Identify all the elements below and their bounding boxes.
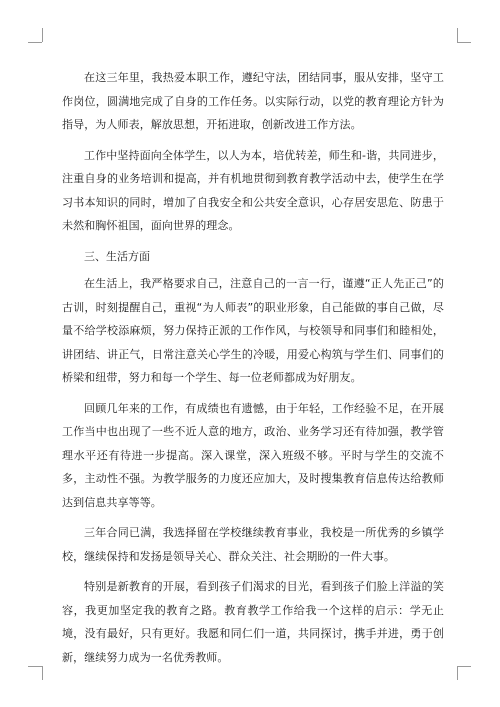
paragraph-student-focus: 工作中坚持面向全体学生，以人为本，培优转差，师生和-谐，共同进步，注重自身的业务培训和提高，并有机地贯彻到教育教学活动中去，使学生在学习书本知识的同时，增加了自我安全和公共安全意识，心存居安思危、防患于未然和胸怀祖国，面向世界的理念。: [62, 148, 444, 232]
paragraph-contract: 三年合同已满，我选择留在学校继续教育事业，我校是一所优秀的乡镇学校，继续保持和发扬是领导关心、群众关注、社会期盼的一件大事。: [62, 526, 444, 563]
document-body: [62, 66, 444, 676]
paragraph-new-education: 特别是新教育的开展，看到孩子们渴求的目光，看到孩子们脸上洋溢的笑容，我更加坚定我的教育之路。教育教学工作给我一个这样的启示：学无止境，没有最好，只有更好。我愿和同仁们一道，共同探讨，携手并进，勇于创新，继续努力成为一名优秀教师。: [62, 580, 444, 664]
paragraph-work-attitude: 在这三年里，我热爱本职工作，遵纪守法，团结同事，服从安排，坚守工作岗位，圆满地完成了自身的工作任务。以实际行动，以党的教育理论方针为指导，为人师表，解放思想，开拓进取，创新改进工作方法。: [62, 71, 444, 131]
paragraph-life-conduct: 在生活上，我严格要求自己，注意自己的一言一行，谨遵“正人先正己”的古训，时刻提醒自己，重视“为人师表”的职业形象，自己能做的事自己做，尽量不给学校添麻烦，努力保持正派的工作作风，与校领导和同事们和睦相处，讲团结、讲正气，日常注意关心学生的冷暖，用爱心构筑与学生们、同事们的桥梁和纽带，努力和每一个学生、每一位老师都成为好朋友。: [62, 277, 444, 384]
paragraph-review: 回顾几年来的工作，有成绩也有遗憾，由于年轻，工作经验不足，在开展工作当中也出现了一些不近人意的地方，政治、业务学习还有待加强，教学管理水平还有待进一步提高。深入课堂，深入班级不够。平时与学生的交流不多，主动性不强。为教学服务的力度还应加大，及时搜集教育信息传达给教师达到信息共享等等。: [62, 401, 444, 509]
section-heading-life: 三、生活方面: [84, 249, 150, 263]
